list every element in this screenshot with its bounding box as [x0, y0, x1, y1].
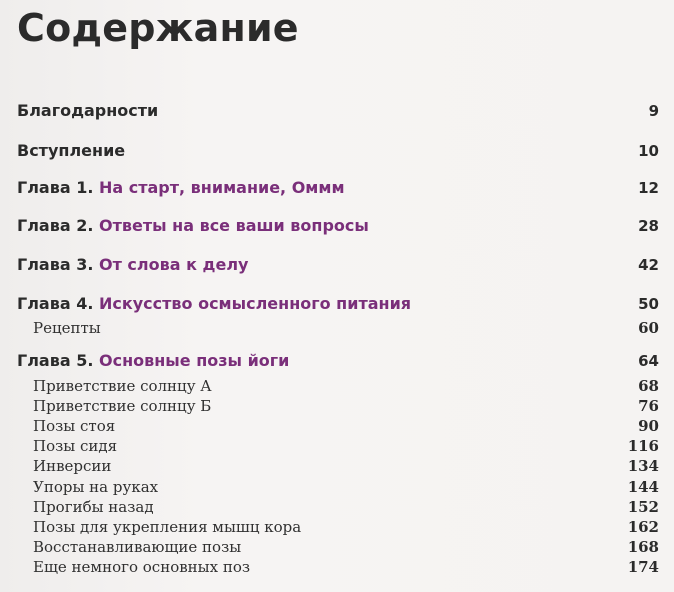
toc-subentry-label: Позы для укрепления мышц кора — [33, 518, 302, 536]
toc-entry-chapter-2[interactable] — [17, 216, 659, 235]
toc-entry-chapter-4[interactable] — [17, 294, 659, 313]
toc-page-number: 162 — [627, 518, 659, 536]
toc-page-number: 76 — [638, 397, 659, 415]
toc-subentry[interactable] — [17, 498, 659, 516]
toc-entry-title: Основные позы йоги — [98, 351, 290, 370]
toc-entry-acknowledgements[interactable] — [17, 101, 659, 120]
toc-subentry[interactable] — [17, 417, 659, 435]
toc-page-number: 28 — [638, 217, 659, 235]
toc-entry-label — [17, 351, 289, 370]
toc-page-number: 68 — [638, 377, 659, 395]
toc-page-number: 9 — [648, 102, 659, 120]
toc-subentry-label: Прогибы назад — [33, 498, 154, 516]
toc-page-number: 174 — [627, 558, 659, 576]
toc-entry-label — [17, 178, 345, 197]
toc-page-number: 50 — [638, 295, 659, 313]
toc-subentry-label: Упоры на руках — [33, 478, 159, 496]
toc-entry-title: От слова к делу — [98, 255, 249, 274]
toc-subentry[interactable] — [17, 558, 659, 576]
toc-entry-prefix: Глава 4. — [17, 294, 99, 313]
toc-page-number: 10 — [638, 142, 659, 160]
toc-entry-label — [17, 255, 248, 274]
toc-page-number: 60 — [638, 319, 659, 337]
toc-page-number: 168 — [627, 538, 659, 556]
toc-subentry[interactable] — [17, 478, 659, 496]
toc-entry-introduction[interactable] — [17, 141, 659, 160]
toc-page-number: 134 — [627, 457, 659, 475]
toc-subentry-recipes[interactable] — [17, 319, 659, 337]
toc-entry-prefix: Глава 3. — [17, 255, 99, 274]
toc-entry-prefix: Глава 1. — [17, 178, 99, 197]
toc-page-number: 12 — [638, 179, 659, 197]
toc-subentry[interactable] — [17, 538, 659, 556]
toc-subentry-label: Позы сидя — [33, 437, 118, 455]
toc-entry-label — [17, 141, 125, 160]
toc-subentry[interactable] — [17, 377, 659, 395]
toc-entry-label — [17, 101, 158, 120]
toc-subentry-label: Позы стоя — [33, 417, 116, 435]
toc-entry-label — [17, 294, 411, 313]
toc-entry-title: Ответы на все ваши вопросы — [98, 216, 369, 235]
toc-subentry-label: Приветствие солнцу Б — [33, 397, 212, 415]
toc-subentry-label: Инверсии — [33, 457, 112, 475]
page-title: Содержание — [17, 6, 299, 50]
toc-page-number: 152 — [627, 498, 659, 516]
toc-subentry[interactable] — [17, 397, 659, 415]
toc-entry-chapter-1[interactable] — [17, 178, 659, 197]
toc-subentry-label: Приветствие солнцу А — [33, 377, 212, 395]
toc-entry-label — [17, 216, 369, 235]
toc-page-number: 64 — [638, 352, 659, 370]
toc-entry-title: На старт, внимание, Оммм — [98, 178, 345, 197]
toc-entry-prefix: Благодарности — [17, 101, 159, 120]
toc-page-number: 42 — [638, 256, 659, 274]
toc-entry-prefix: Глава 2. — [17, 216, 99, 235]
toc-subentry-label: Восстанавливающие позы — [33, 538, 242, 556]
toc-entry-chapter-3[interactable] — [17, 255, 659, 274]
toc-subentry[interactable] — [17, 518, 659, 536]
toc-subentry-label: Рецепты — [33, 319, 101, 337]
toc-subentry[interactable] — [17, 437, 659, 455]
toc-page-number: 90 — [638, 417, 659, 435]
toc-page-number: 116 — [627, 437, 659, 455]
toc-subentry-label: Еще немного основных поз — [33, 558, 251, 576]
toc-subentry[interactable] — [17, 457, 659, 475]
toc-entry-prefix: Глава 5. — [17, 351, 99, 370]
toc-page-number: 144 — [627, 478, 659, 496]
toc-entry-title: Искусство осмысленного питания — [98, 294, 412, 313]
toc-entry-prefix: Вступление — [17, 141, 126, 160]
toc-entry-chapter-5[interactable] — [17, 351, 659, 370]
